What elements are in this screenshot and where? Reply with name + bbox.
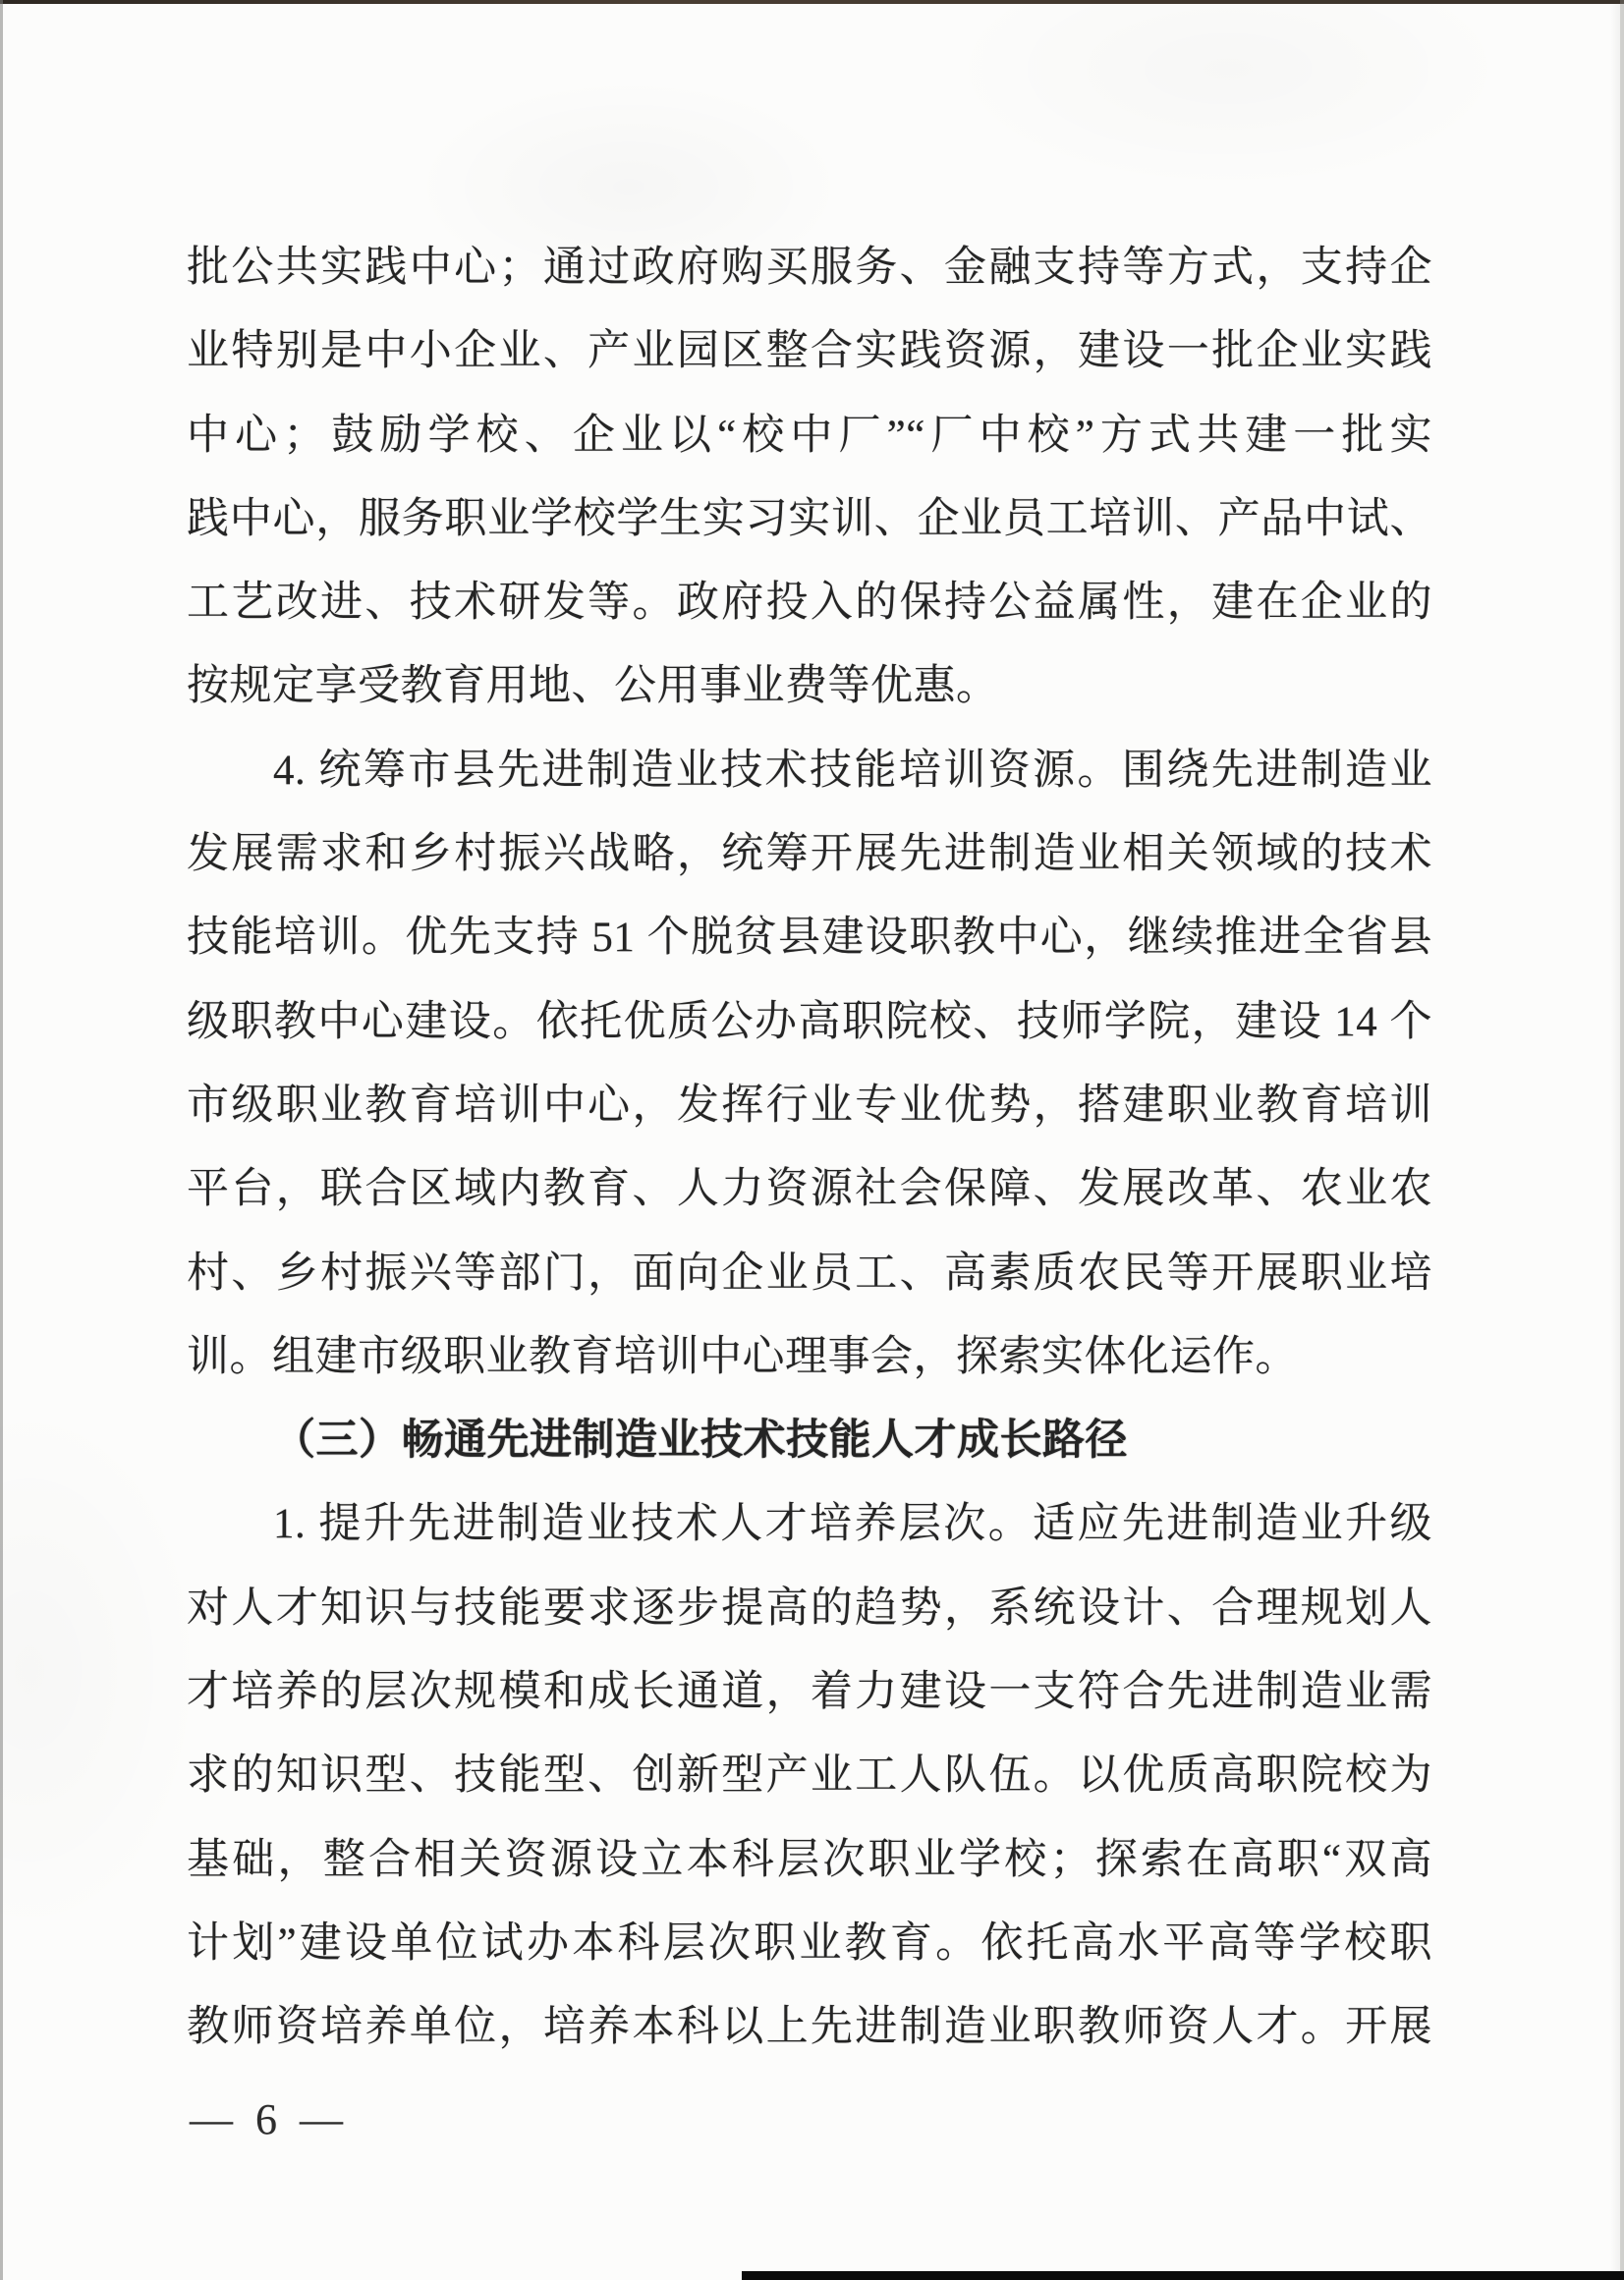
- document-line: 对人才知识与技能要求逐步提高的趋势，系统设计、合理规划人: [187, 1585, 1432, 1632]
- document-line: 才培养的层次规模和成长通道，着力建设一支符合先进制造业需: [187, 1669, 1432, 1716]
- document-line: 基础，整合相关资源设立本科层次职业学校；探索在高职“双高: [187, 1836, 1432, 1883]
- document-line: 市级职业教育培训中心，发挥行业专业优势，搭建职业教育培训: [187, 1082, 1432, 1129]
- document-text: [187, 226, 1432, 2070]
- document-line: 批公共实践中心；通过政府购买服务、金融支持等方式，支持企: [187, 245, 1432, 291]
- scan-edge-top: [0, 0, 1624, 4]
- document-line: 发展需求和乡村振兴战略，统筹开展先进制造业相关领域的技术: [187, 831, 1432, 878]
- page-number: — 6 —: [190, 2095, 349, 2143]
- document-line: 级职教中心建设。依托优质公办高职院校、技师学院，建设 14 个: [187, 998, 1432, 1045]
- document-line: 求的知识型、技能型、创新型产业工人队伍。以优质高职院校为: [187, 1752, 1432, 1800]
- document-line: （三）畅通先进制造业技术技能人才成长路径: [273, 1418, 1128, 1465]
- document-line: 工艺改进、技术研发等。政府投入的保持公益属性，建在企业的: [187, 580, 1432, 627]
- document-line: 1. 提升先进制造业技术人才培养层次。适应先进制造业升级: [273, 1501, 1432, 1548]
- document-line: 教师资培养单位，培养本科以上先进制造业职教师资人才。开展: [187, 2004, 1432, 2051]
- document-line: 训。组建市级职业教育培训中心理事会，探索实体化运作。: [187, 1333, 1298, 1380]
- document-line: 4. 统筹市县先进制造业技术技能培训资源。围绕先进制造业: [273, 747, 1432, 794]
- document-line: 按规定享受教育用地、公用事业费等优惠。: [187, 663, 999, 710]
- document-line: 技能培训。优先支持 51 个脱贫县建设职教中心，继续推进全省县: [187, 915, 1432, 962]
- document-line: 平台，联合区域内教育、人力资源社会保障、发展改革、农业农: [187, 1166, 1432, 1213]
- document-line: 业特别是中小企业、产业园区整合实践资源，建设一批企业实践: [187, 328, 1432, 375]
- document-line: 中心；鼓励学校、企业以“校中厂”“厂中校”方式共建一批实: [187, 412, 1432, 459]
- document-line: 践中心，服务职业学校学生实习实训、企业员工培训、产品中试、: [187, 495, 1432, 542]
- scan-edge-left: [0, 0, 3, 2280]
- document-line: 村、乡村振兴等部门，面向企业员工、高素质农民等开展职业培: [187, 1250, 1432, 1297]
- scan-edge-right: [1620, 0, 1624, 2280]
- document-line: 计划”建设单位试办本科层次职业教育。依托高水平高等学校职: [187, 1919, 1432, 1967]
- scan-bottom-bar: [742, 2271, 1624, 2280]
